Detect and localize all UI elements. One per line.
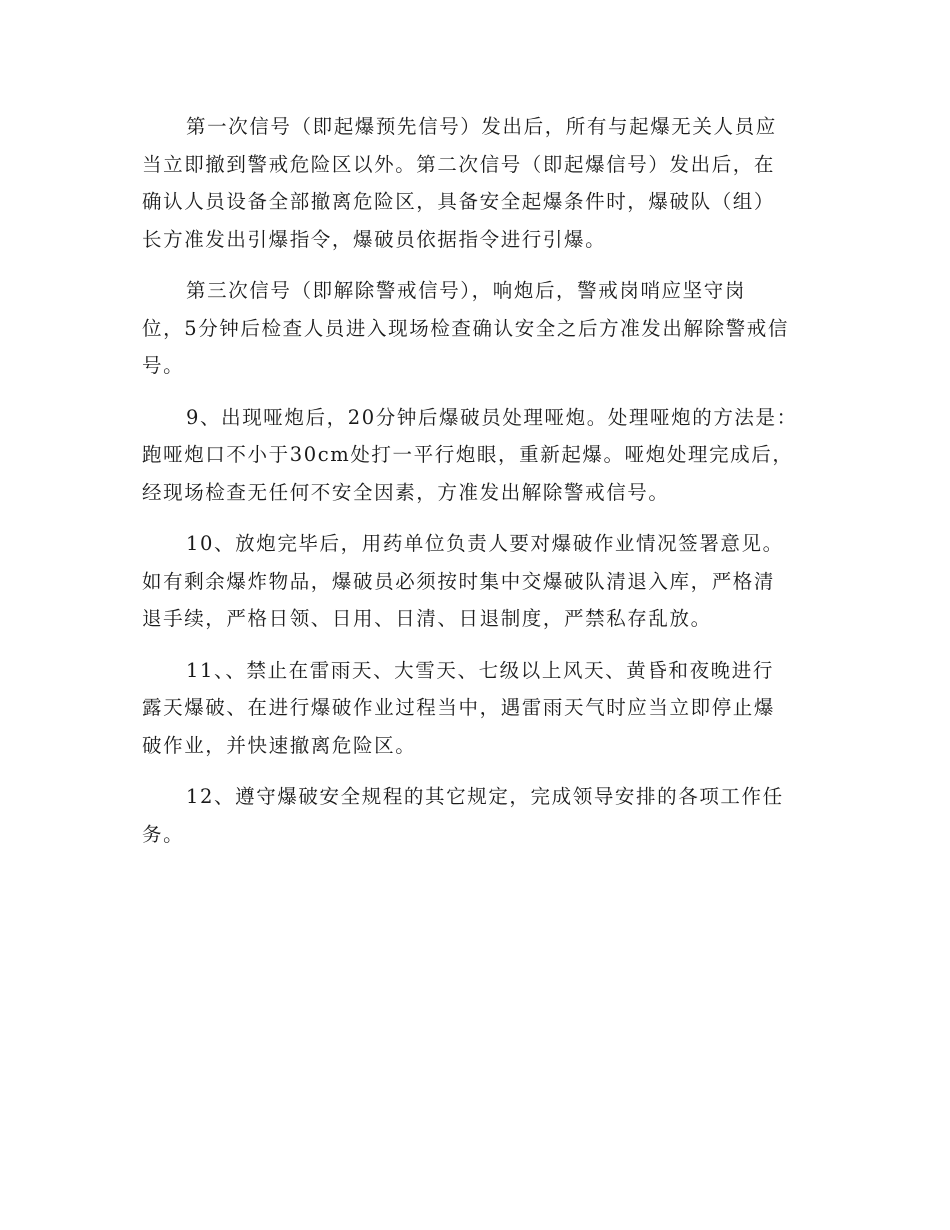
text-line: 如有剩余爆炸物品，爆破员必须按时集中交爆破队清退入库，严格清: [142, 569, 776, 593]
text-line: 长方准发出引爆指令，爆破员依据指令进行引爆。: [142, 227, 607, 251]
text-line: 12、遵守爆破安全规程的其它规定，完成领导安排的各项工作任: [186, 785, 784, 808]
text-line: 当立即撤到警戒危险区以外。第二次信号（即起爆信号）发出后，在: [142, 152, 776, 176]
text-line: 10、放炮完毕后，用药单位负责人要对爆破作业情况签署意见。: [186, 532, 784, 555]
paragraph-item-12: [142, 778, 810, 853]
text-line: 位，5分钟后检查人员进入现场检查确认安全之后方准发出解除警戒信: [142, 316, 790, 340]
text-line: 11、、禁止在雷雨天、大雪天、七级以上风天、黄昏和夜晚进行: [186, 658, 774, 682]
text-line: 务。: [142, 822, 185, 846]
text-line: 经现场检查无任何不安全因素，方准发出解除警戒信号。: [142, 480, 670, 504]
text-line: 9、出现哑炮后，20分钟后爆破员处理哑炮。处理哑炮的方法是：: [186, 405, 798, 429]
text-line: 确认人员设备全部撤离危险区，具备安全起爆条件时，爆破队（组）: [142, 190, 776, 213]
text-line: 露天爆破、在进行爆破作业过程当中，遇雷雨天气时应当立即停止爆: [142, 696, 776, 719]
paragraph-item-11: [142, 652, 810, 765]
text-line: 第一次信号（即起爆预先信号）发出后，所有与起爆无关人员应: [186, 115, 777, 138]
text-line: 破作业，并快速撤离危险区。: [142, 733, 417, 757]
text-line: 跑哑炮口不小于30cm处打一平行炮眼，重新起爆。哑炮处理完成后，: [142, 443, 794, 466]
paragraph-signal-three: [142, 272, 810, 385]
text-line: 号。: [142, 354, 185, 377]
text-line: 退手续，严格日领、日用、日清、日退制度，严禁私存乱放。: [142, 607, 712, 630]
document-body: [142, 108, 810, 867]
text-line: 第三次信号（即解除警戒信号），响炮后，警戒岗哨应坚守岗: [186, 279, 746, 302]
paragraph-item-9: [142, 399, 810, 512]
paragraph-signal-one-two: [142, 108, 810, 258]
paragraph-item-10: [142, 525, 810, 638]
